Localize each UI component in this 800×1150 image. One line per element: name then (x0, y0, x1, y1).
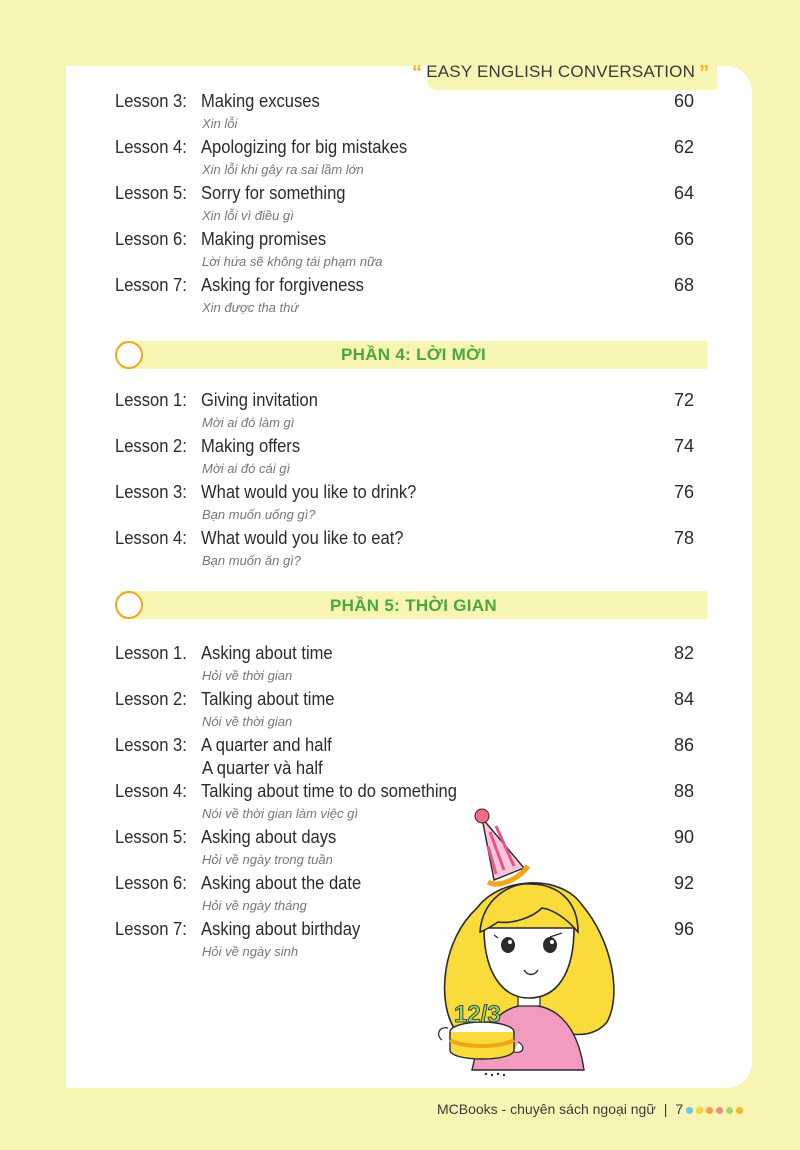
lesson-page-number: 84 (673, 689, 694, 709)
lesson-subtitle: Mời ai đó cái gì (202, 461, 291, 476)
lesson-title: Asking about birthday (201, 919, 361, 939)
lesson-title: Making offers (201, 436, 301, 456)
toc-entry[interactable] (0, 689, 800, 735)
close-quote-mark: ” (699, 62, 710, 84)
lesson-subtitle: Xin được tha thứ (202, 300, 299, 315)
lesson-subtitle: Hỏi về ngày sinh (202, 944, 299, 959)
lesson-title: Giving invitation (201, 390, 318, 410)
toc-entry[interactable] (0, 275, 800, 321)
toc-entry[interactable] (0, 643, 800, 689)
open-quote-mark: “ (412, 62, 423, 84)
lesson-subtitle: Hỏi về ngày trong tuần (202, 852, 333, 867)
footer-separator: | (663, 1101, 668, 1117)
lesson-page-number: 90 (673, 827, 694, 847)
lesson-label: Lesson 6: (115, 229, 187, 249)
toc-entry[interactable] (0, 390, 800, 436)
lesson-label: Lesson 4: (115, 781, 187, 801)
toc-entry[interactable] (0, 91, 800, 137)
lesson-title: Apologizing for big mistakes (201, 137, 408, 157)
toc-entry[interactable] (0, 873, 800, 919)
lesson-subtitle: Hỏi về ngày tháng (202, 898, 307, 913)
lesson-subtitle: Nói về thời gian làm việc gì (202, 806, 358, 821)
lesson-page-number: 76 (673, 482, 694, 502)
lesson-label: Lesson 4: (115, 137, 187, 157)
toc-entry[interactable] (0, 827, 800, 873)
lesson-label: Lesson 4: (115, 528, 187, 548)
lesson-label: Lesson 3: (115, 735, 187, 755)
lesson-label: Lesson 3: (115, 91, 187, 111)
dot-icon (706, 1107, 713, 1114)
birthday-girl-illustration (432, 800, 622, 1085)
lesson-label: Lesson 1: (115, 390, 187, 410)
section-title[interactable]: PHẦN 4: LỜI MỜI (341, 345, 486, 364)
decorative-dots (686, 1107, 743, 1114)
page-number: 7 (675, 1101, 684, 1117)
lesson-page-number: 66 (673, 229, 694, 249)
lesson-page-number: 78 (673, 528, 694, 548)
lesson-page-number: 74 (673, 436, 694, 456)
lesson-page-number: 96 (673, 919, 694, 939)
footer (437, 1101, 683, 1117)
lesson-page-number: 72 (673, 390, 694, 410)
lesson-subtitle: Bạn muốn ăn gì? (202, 553, 302, 568)
dot-icon (726, 1107, 733, 1114)
lesson-page-number: 68 (673, 275, 694, 295)
lesson-title: Talking about time to do something (201, 781, 457, 801)
lesson-page-number: 62 (673, 137, 694, 157)
lesson-subtitle: Xin lỗi khi gây ra sai lầm lớn (202, 162, 364, 177)
lesson-title: Sorry for something (201, 183, 346, 203)
publisher-name: MCBooks - chuyên sách ngoại ngữ (437, 1101, 656, 1117)
lesson-title: Asking about the date (201, 873, 362, 893)
lesson-title: What would you like to drink? (201, 482, 417, 502)
lesson-label: Lesson 3: (115, 482, 187, 502)
lesson-page-number: 82 (673, 643, 694, 663)
lesson-label: Lesson 1. (115, 643, 187, 663)
book-title-text: EASY ENGLISH CONVERSATION (426, 62, 696, 81)
lesson-label: Lesson 7: (115, 275, 187, 295)
lesson-subtitle: Xin lỗi (202, 116, 238, 131)
toc-entry[interactable] (0, 229, 800, 275)
toc-entry[interactable] (0, 137, 800, 183)
lesson-title: Asking about time (201, 643, 333, 663)
dot-icon (686, 1107, 693, 1114)
lesson-subtitle: Hỏi về thời gian (202, 668, 293, 683)
lesson-subtitle: Lời hứa sẽ không tái phạm nữa (202, 254, 383, 269)
lesson-label: Lesson 2: (115, 689, 187, 709)
lesson-page-number: 92 (673, 873, 694, 893)
lesson-title: What would you like to eat? (201, 528, 404, 548)
section-title[interactable]: PHẦN 5: THỜI GIAN (330, 596, 497, 615)
toc-entry[interactable] (0, 482, 800, 528)
lesson-label: Lesson 2: (115, 436, 187, 456)
toc-entry[interactable] (0, 781, 800, 827)
dot-icon (716, 1107, 723, 1114)
book-title (412, 62, 709, 85)
dot-icon (696, 1107, 703, 1114)
lesson-title: Talking about time (201, 689, 335, 709)
lesson-page-number: 88 (673, 781, 694, 801)
lesson-title: Making promises (201, 229, 327, 249)
toc-entry[interactable] (0, 528, 800, 574)
lesson-title: Asking for forgiveness (201, 275, 364, 295)
lesson-page-number: 64 (673, 183, 694, 203)
lesson-subtitle: A quarter và half (202, 758, 323, 778)
lesson-subtitle: Mời ai đó làm gì (202, 415, 295, 430)
toc-entry[interactable] (0, 183, 800, 229)
lesson-subtitle: Xin lỗi vì điều gì (202, 208, 294, 223)
toc-entry[interactable] (0, 735, 800, 781)
lesson-label: Lesson 7: (115, 919, 187, 939)
toc-entry[interactable] (0, 919, 800, 965)
lesson-subtitle: Nói về thời gian (202, 714, 293, 729)
lesson-label: Lesson 6: (115, 873, 187, 893)
lesson-subtitle: Bạn muốn uống gì? (202, 507, 316, 522)
lesson-label: Lesson 5: (115, 827, 187, 847)
lesson-title: A quarter and half (201, 735, 332, 755)
lesson-title: Making excuses (201, 91, 320, 111)
lesson-page-number: 86 (673, 735, 694, 755)
lesson-page-number: 60 (673, 91, 694, 111)
toc-entry[interactable] (0, 436, 800, 482)
lesson-label: Lesson 5: (115, 183, 187, 203)
dot-icon (736, 1107, 743, 1114)
lesson-title: Asking about days (201, 827, 337, 847)
cake-date-text: 12/3 (454, 1001, 501, 1028)
